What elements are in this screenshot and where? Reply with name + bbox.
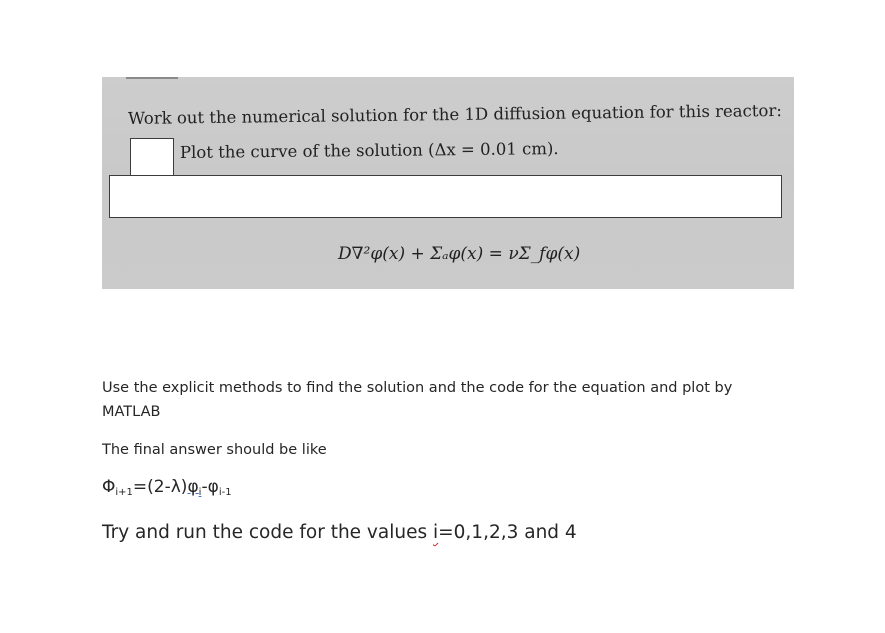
formula-minus: - xyxy=(201,477,208,497)
formula-sub-left: i+1 xyxy=(115,487,133,498)
recurrence-formula xyxy=(102,477,232,498)
redaction-box-wide xyxy=(109,175,782,218)
plot-instruction-text: Plot the curve of the solution (Δx = 0.01 cm). xyxy=(179,139,559,162)
formula-phi-left: Φ xyxy=(102,477,116,497)
try-var-spellcheck: i xyxy=(433,522,439,543)
formula-sub-right: i-1 xyxy=(218,487,232,498)
formula-sub-mid: i xyxy=(198,487,202,498)
diffusion-equation: D∇²φ(x) + Σₐφ(x) = νΣ_fφ(x) xyxy=(338,244,581,264)
final-answer-label: The final answer should be like xyxy=(102,442,327,458)
try-suffix: =0,1,2,3 and 4 xyxy=(438,522,577,543)
formula-phi-right: φ xyxy=(207,477,219,497)
photo-top-line xyxy=(126,77,178,79)
try-prefix: Try and run the code for the values xyxy=(102,522,433,543)
try-instruction xyxy=(102,522,577,543)
formula-mid: =(2-λ) xyxy=(132,477,188,497)
problem-statement-text: Work out the numerical solution for the 1D diffusion equation for this reactor: xyxy=(127,101,782,128)
formula-phi-mid: φ xyxy=(187,477,199,497)
instructions-paragraph: Use the explicit methods to find the solution and the code for the equation and plot by MATLAB xyxy=(102,380,733,420)
